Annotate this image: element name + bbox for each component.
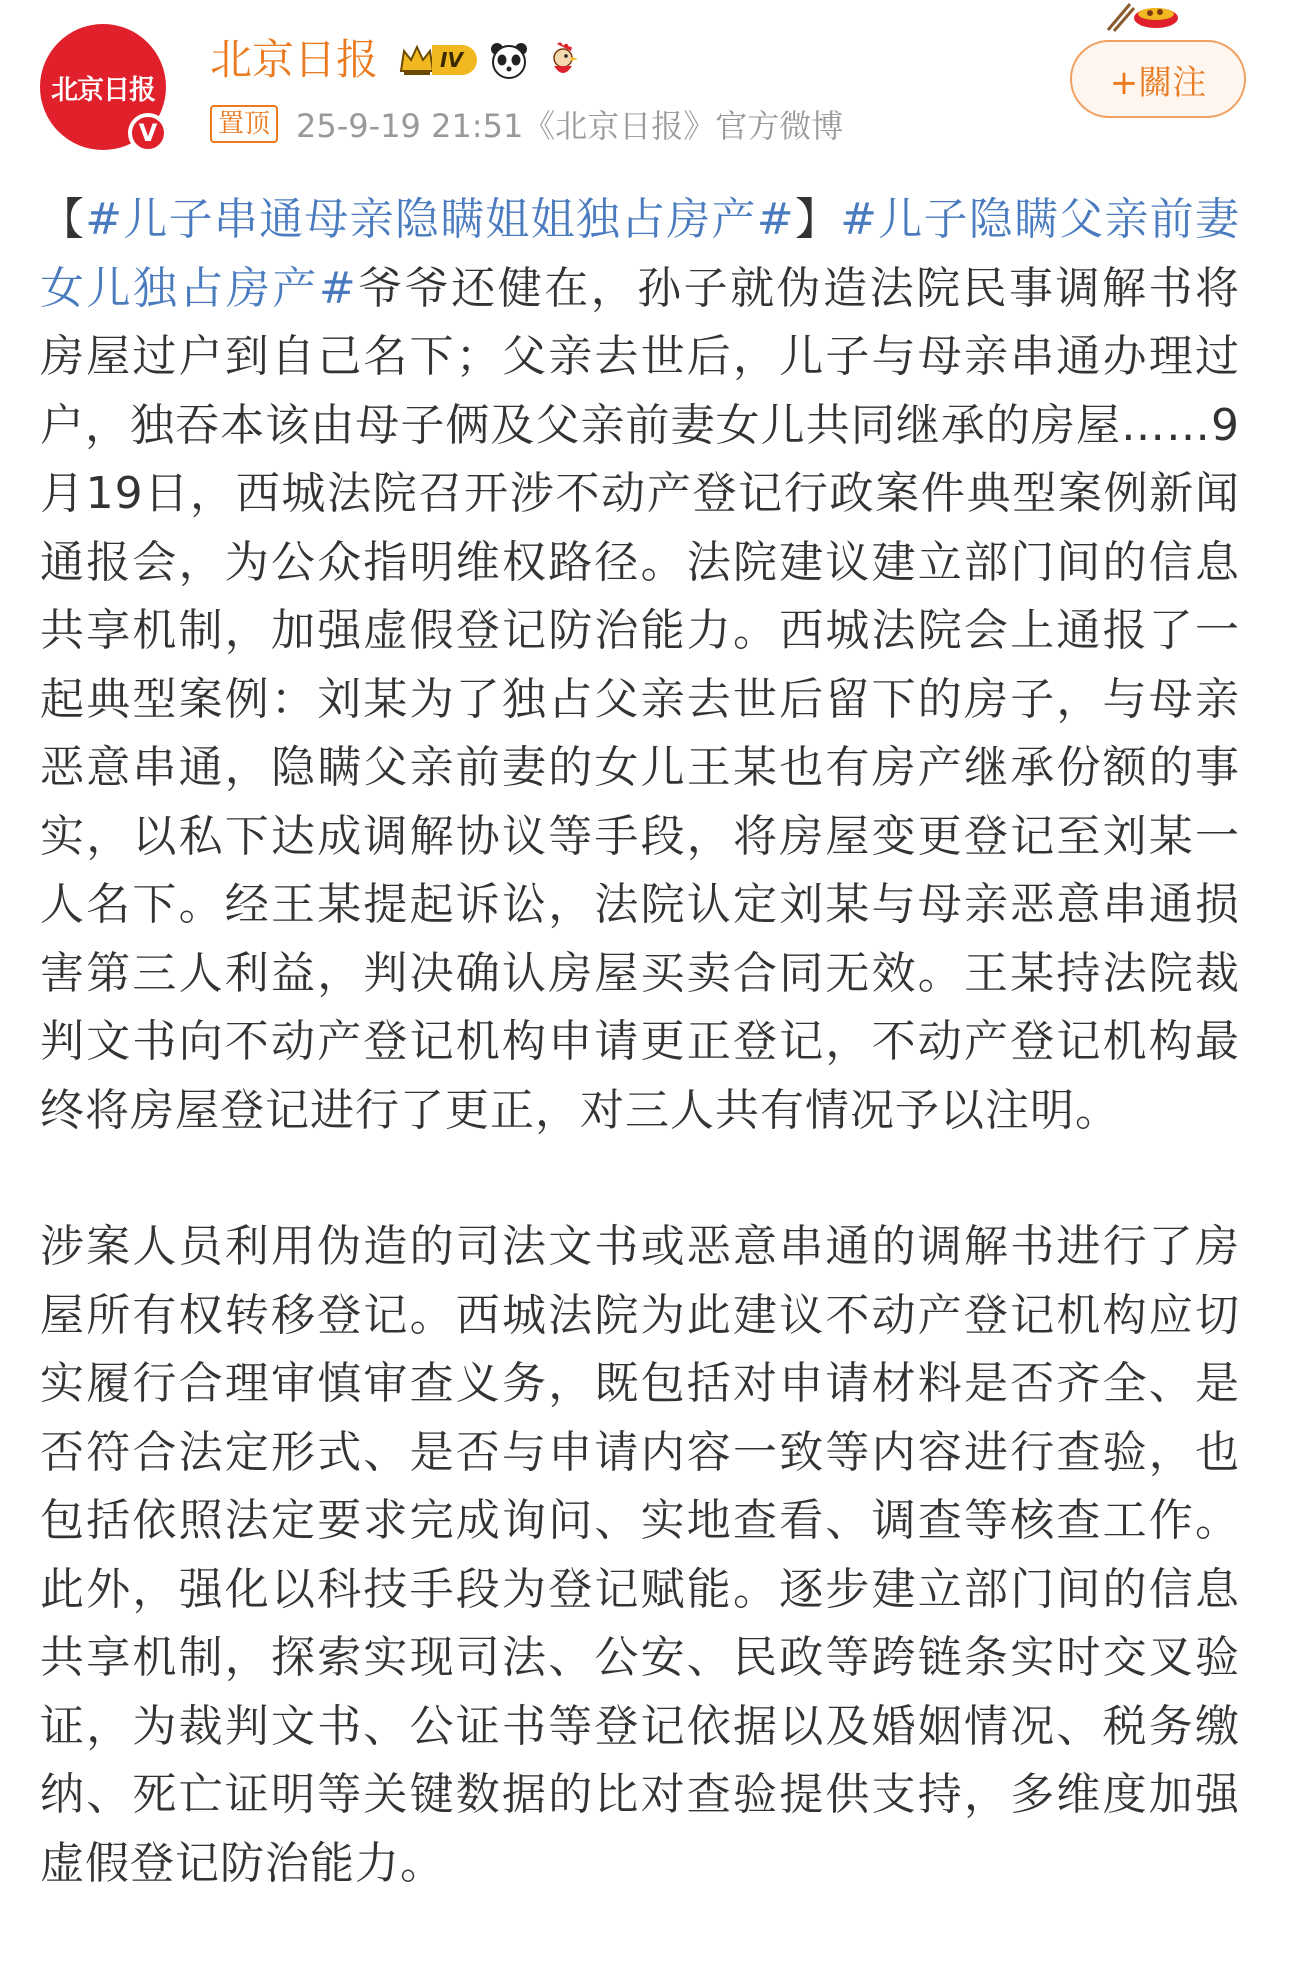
post-body: [40, 186, 1240, 1898]
post-paragraph-2: [40, 1213, 1240, 1898]
post-text: 】: [794, 194, 841, 245]
post-text: 涉案人员利用伪造的司法文书或恶意串通的调解书进行了房屋所有权转移登记。西城法院为此建议不动产登记机构应切实履行合理审慎审查义务，既包括对申请材料是否齐全、是否符合法定形式、是否与申请内容一致等内容进行查验，也包括依照法定要求完成询问、实地查看、调查等核查工作。此外，强化以科技手段为登记赋能。逐步建立部门间的信息共享机制，探索实现司法、公安、民政等跨链条实时交叉验证，为裁判文书、公证书等登记依据以及婚姻情况、税务缴纳、死亡证明等关键数据的比对查验提供支持，多维度加强虚假登记防治能力。: [40, 1221, 1240, 1889]
post-text: 爷爷还健在，孙子就伪造法院民事调解书将房屋过户到自己名下；父亲去世后，儿子与母亲串通办理过户，独吞本该由母子俩及父亲前妻女儿共同继承的房屋……9月19日，西城法院召开涉不动产登记行政案件典型案例新闻通报会，为公众指明维权路径。法院建议建立部门间的信息共享机制，加强虚假登记防治能力。西城法院会上通报了一起典型案例：刘某为了独占父亲去世后留下的房子，与母亲恶意串通，隐瞒父亲前妻的女儿王某也有房产继承份额的事实，以私下达成调解协议等手段，将房屋变更登记至刘某一人名下。经王某提起诉讼，法院认定刘某与母亲恶意串通损害第三人利益，判决确认房屋买卖合同无效。王某持法院裁判文书向不动产登记机构申请更正登记，不动产登记机构最终将房屋登记进行了更正，对三人共有情况予以注明。: [40, 262, 1240, 1136]
follow-button[interactable]: +關注: [1070, 40, 1246, 118]
avatar-logo-text: 北京日报: [51, 74, 155, 106]
post-timestamp-source: 25-9-19 21:51《北京日报》官方微博: [296, 107, 844, 145]
author-name[interactable]: 北京日报: [210, 35, 379, 84]
hashtag-link[interactable]: #儿子串通母亲隐瞒姐姐独占房产#: [85, 194, 795, 245]
author-badges: [398, 36, 585, 84]
post-header: [0, 0, 1290, 160]
crown-level-icon: [398, 41, 436, 79]
pinned-tag: 置顶: [210, 105, 278, 143]
rooster-icon: [541, 38, 585, 82]
level-text: IV: [432, 45, 477, 75]
level-badge[interactable]: [398, 42, 477, 78]
post-paragraph-1: [40, 186, 1240, 1145]
hashtag-link[interactable]: #儿子隐瞒父亲前妻女儿独占房产#: [40, 194, 1241, 314]
verified-badge-icon: V: [128, 113, 168, 153]
post-text: 【: [40, 194, 86, 245]
panda-icon: [487, 38, 531, 82]
post-meta: [210, 102, 843, 146]
hotpot-decor-icon: [1104, 0, 1184, 34]
